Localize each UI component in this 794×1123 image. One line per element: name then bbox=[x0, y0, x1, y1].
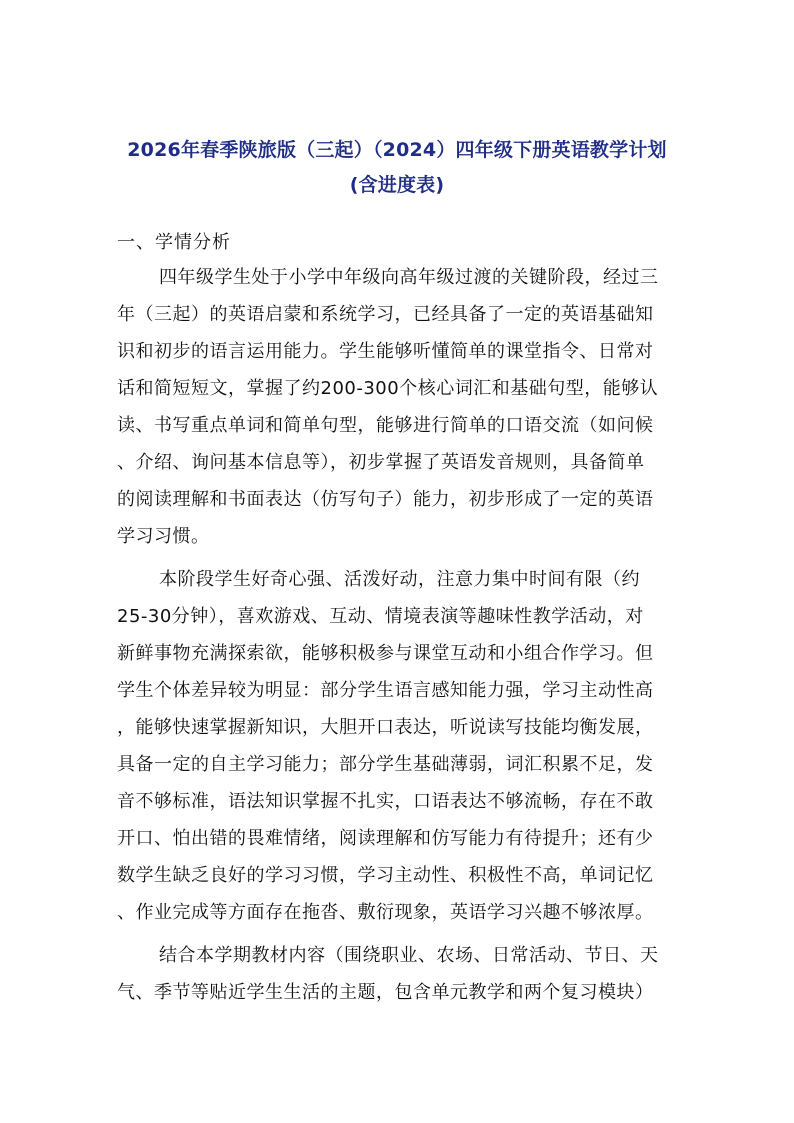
section-heading-analysis: 一、学情分析 bbox=[117, 232, 231, 253]
paragraph2-line: 学生个体差异较为明显：部分学生语言感知能力强，学习主动性高 bbox=[117, 680, 654, 701]
paragraph2-line: 25-30分钟），喜欢游戏、互动、情境表演等趣味性教学活动，对 bbox=[117, 606, 644, 627]
paragraph1-line: 话和简短短文，掌握了约200-300个核心词汇和基础句型，能够认 bbox=[117, 378, 659, 399]
paragraph2-line: 新鲜事物充满探索欲，能够积极参与课堂互动和小组合作学习。但 bbox=[117, 643, 654, 664]
paragraph1-line: 识和初步的语言运用能力。学生能够听懂简单的课堂指令、日常对 bbox=[117, 341, 654, 362]
document-subtitle: (含进度表) bbox=[349, 174, 445, 196]
paragraph1-line: 读、书写重点单词和简单句型，能够进行简单的口语交流（如问候 bbox=[117, 415, 654, 436]
paragraph2-line: 音不够标准，语法知识掌握不扎实，口语表达不够流畅，存在不敢 bbox=[117, 791, 654, 812]
paragraph3-line: 气、季节等贴近学生生活的主题，包含单元教学和两个复习模块） bbox=[117, 982, 654, 1003]
paragraph1-line: 学习习惯。 bbox=[117, 526, 210, 547]
paragraph2-line: 、作业完成等方面存在拖沓、敷衍现象，英语学习兴趣不够浓厚。 bbox=[117, 902, 654, 923]
paragraph2-line: 具备一定的自主学习能力；部分学生基础薄弱，词汇积累不足，发 bbox=[117, 754, 654, 775]
paragraph2-line: ，能够快速掌握新知识，大胆开口表达，听说读写技能均衡发展， bbox=[117, 717, 654, 738]
paragraph2-line: 本阶段学生好奇心强、活泼好动，注意力集中时间有限（约 bbox=[159, 569, 640, 590]
paragraph2-line: 开口、怕出错的畏难情绪，阅读理解和仿写能力有待提升；还有少 bbox=[117, 828, 654, 849]
paragraph3-line: 结合本学期教材内容（围绕职业、农场、日常活动、节日、天 bbox=[159, 945, 659, 966]
paragraph1-line: 四年级学生处于小学中年级向高年级过渡的关键阶段，经过三 bbox=[159, 267, 659, 288]
document-title: 2026年春季陕旅版（三起）（2024）四年级下册英语教学计划 bbox=[127, 139, 667, 161]
paragraph1-line: 的阅读理解和书面表达（仿写句子）能力，初步形成了一定的英语 bbox=[117, 489, 654, 510]
paragraph1-line: 年（三起）的英语启蒙和系统学习，已经具备了一定的英语基础知 bbox=[117, 304, 654, 325]
paragraph1-line: 、介绍、询问基本信息等），初步掌握了英语发音规则，具备简单 bbox=[117, 452, 645, 473]
paragraph2-line: 数学生缺乏良好的学习习惯，学习主动性、积极性不高，单词记忆 bbox=[117, 865, 654, 886]
